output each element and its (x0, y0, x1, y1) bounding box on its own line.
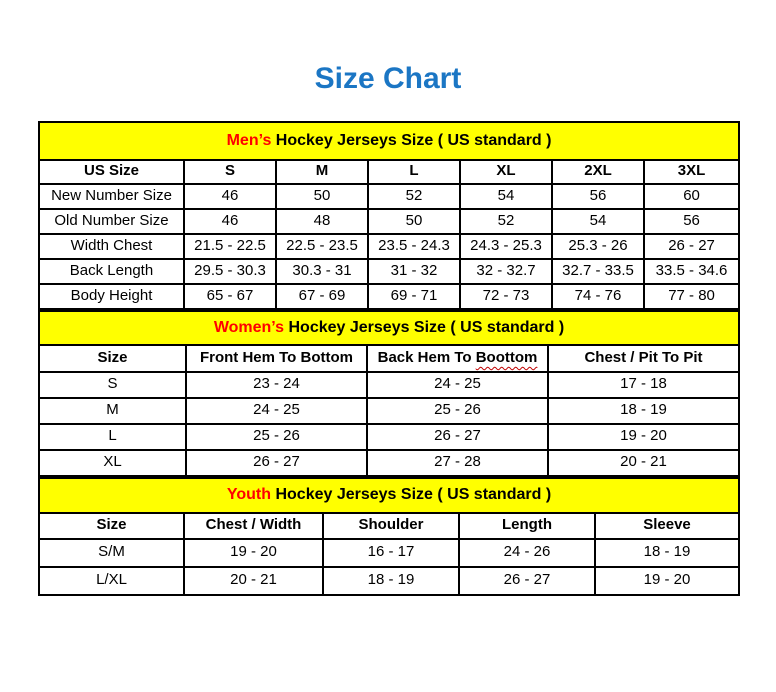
womens-header-cell-back-hem (367, 345, 548, 372)
mens-header-cell: L (368, 160, 460, 184)
table-row (39, 234, 739, 259)
youth-header-row (39, 513, 739, 539)
size-value-cell: 25.3 - 26 (552, 234, 644, 259)
table-row (39, 209, 739, 234)
youth-header-cell: Shoulder (323, 513, 459, 539)
mens-banner (39, 122, 739, 160)
size-value-cell: 16 - 17 (323, 539, 459, 567)
size-value-cell: 48 (276, 209, 368, 234)
size-value-cell: 52 (460, 209, 552, 234)
size-value-cell: 18 - 19 (323, 567, 459, 595)
size-value-cell: 30.3 - 31 (276, 259, 368, 284)
youth-header-cell: Length (459, 513, 595, 539)
size-value-cell: 24 - 25 (367, 372, 548, 398)
size-value-cell: 32.7 - 33.5 (552, 259, 644, 284)
size-value-cell: 26 - 27 (367, 424, 548, 450)
mens-header-cell: S (184, 160, 276, 184)
table-row (39, 539, 739, 567)
size-value-cell: 23.5 - 24.3 (368, 234, 460, 259)
size-value-cell: 33.5 - 34.6 (644, 259, 739, 284)
womens-header-cell: Chest / Pit To Pit (548, 345, 739, 372)
size-value-cell: 46 (184, 184, 276, 209)
youth-banner (39, 478, 739, 513)
size-value-cell: 22.5 - 23.5 (276, 234, 368, 259)
size-value-cell: 25 - 26 (186, 424, 367, 450)
row-label-cell: S (39, 372, 186, 398)
size-value-cell: 29.5 - 30.3 (184, 259, 276, 284)
mens-header-cell: US Size (39, 160, 184, 184)
womens-header-cell: Size (39, 345, 186, 372)
mens-size-table (38, 121, 740, 310)
row-label-cell: Old Number Size (39, 209, 184, 234)
page-title: Size Chart (314, 62, 462, 95)
size-value-cell: 20 - 21 (184, 567, 323, 595)
youth-header-cell: Sleeve (595, 513, 739, 539)
size-value-cell: 32 - 32.7 (460, 259, 552, 284)
womens-banner (39, 311, 739, 345)
table-row (39, 450, 739, 476)
youth-header-cell: Chest / Width (184, 513, 323, 539)
row-label-cell: S/M (39, 539, 184, 567)
womens-size-table (38, 310, 740, 477)
size-value-cell: 26 - 27 (186, 450, 367, 476)
womens-banner-accent: Women’s (213, 318, 285, 336)
youth-banner-row (39, 478, 739, 513)
size-value-cell: 54 (460, 184, 552, 209)
size-value-cell: 24 - 26 (459, 539, 595, 567)
size-chart-tables (38, 121, 738, 596)
size-value-cell: 69 - 71 (368, 284, 460, 309)
size-value-cell: 25 - 26 (367, 398, 548, 424)
back-hem-label-prefix: Back Hem To (377, 348, 472, 366)
size-value-cell: 18 - 19 (548, 398, 739, 424)
row-label-cell: XL (39, 450, 186, 476)
womens-banner-text: Hockey Jerseys Size ( US standard ) (288, 318, 565, 336)
size-value-cell: 50 (368, 209, 460, 234)
table-row (39, 372, 739, 398)
size-value-cell: 20 - 21 (548, 450, 739, 476)
back-hem-misspelled-word: Boottom (475, 348, 538, 366)
table-row (39, 398, 739, 424)
size-value-cell: 56 (552, 184, 644, 209)
size-value-cell: 46 (184, 209, 276, 234)
size-value-cell: 27 - 28 (367, 450, 548, 476)
youth-banner-text: Hockey Jerseys Size ( US standard ) (275, 486, 552, 504)
size-value-cell: 72 - 73 (460, 284, 552, 309)
size-value-cell: 56 (644, 209, 739, 234)
row-label-cell: M (39, 398, 186, 424)
row-label-cell: L/XL (39, 567, 184, 595)
size-value-cell: 19 - 20 (595, 567, 739, 595)
size-value-cell: 21.5 - 22.5 (184, 234, 276, 259)
size-value-cell: 26 - 27 (644, 234, 739, 259)
size-value-cell: 52 (368, 184, 460, 209)
size-value-cell: 23 - 24 (186, 372, 367, 398)
size-value-cell: 19 - 20 (548, 424, 739, 450)
size-value-cell: 60 (644, 184, 739, 209)
size-value-cell: 67 - 69 (276, 284, 368, 309)
womens-header-row (39, 345, 739, 372)
size-value-cell: 17 - 18 (548, 372, 739, 398)
mens-header-cell: M (276, 160, 368, 184)
mens-header-cell: 3XL (644, 160, 739, 184)
table-row (39, 259, 739, 284)
mens-banner-text: Hockey Jerseys Size ( US standard ) (275, 131, 552, 149)
youth-header-cell: Size (39, 513, 184, 539)
size-value-cell: 77 - 80 (644, 284, 739, 309)
table-row (39, 284, 739, 309)
table-row (39, 184, 739, 209)
size-value-cell: 19 - 20 (184, 539, 323, 567)
size-value-cell: 26 - 27 (459, 567, 595, 595)
row-label-cell: L (39, 424, 186, 450)
mens-banner-row (39, 122, 739, 160)
size-value-cell: 65 - 67 (184, 284, 276, 309)
size-value-cell: 31 - 32 (368, 259, 460, 284)
size-value-cell: 50 (276, 184, 368, 209)
size-value-cell: 24 - 25 (186, 398, 367, 424)
size-value-cell: 54 (552, 209, 644, 234)
table-row (39, 567, 739, 595)
womens-banner-row (39, 311, 739, 345)
mens-header-row (39, 160, 739, 184)
size-value-cell: 18 - 19 (595, 539, 739, 567)
row-label-cell: Width Chest (39, 234, 184, 259)
womens-header-cell: Front Hem To Bottom (186, 345, 367, 372)
mens-header-cell: XL (460, 160, 552, 184)
youth-size-table (38, 477, 740, 596)
mens-banner-accent: Men’s (226, 131, 272, 149)
youth-banner-accent: Youth (226, 486, 272, 504)
table-row (39, 424, 739, 450)
row-label-cell: New Number Size (39, 184, 184, 209)
row-label-cell: Back Length (39, 259, 184, 284)
size-value-cell: 24.3 - 25.3 (460, 234, 552, 259)
row-label-cell: Body Height (39, 284, 184, 309)
mens-header-cell: 2XL (552, 160, 644, 184)
size-value-cell: 74 - 76 (552, 284, 644, 309)
